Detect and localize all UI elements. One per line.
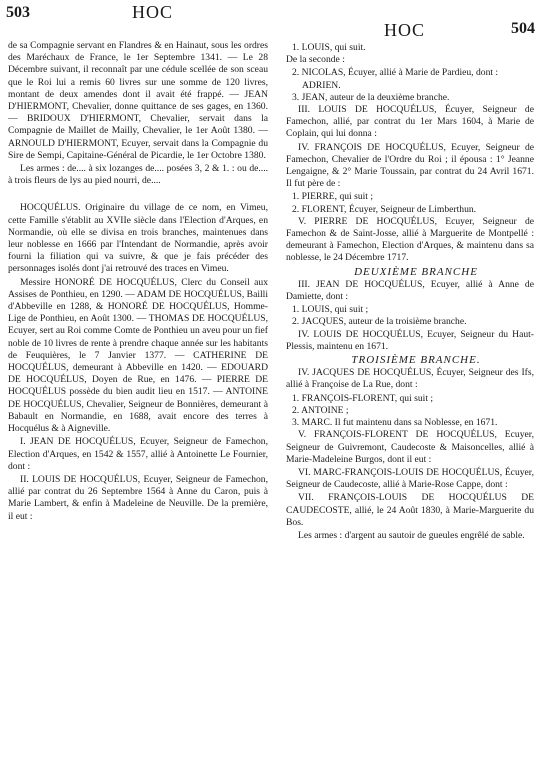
left-column	[8, 40, 268, 524]
paragraph-hiermont-continued: de sa Compagnie servant en Flandres & en Hainaut, sous les ordres des Maréchaux de France, le 1er Septembre 1341. — Le 28 Décembre suivant, il reconnaît par une cédule scellée de son sceau que le Roi lui a remis 60 livres sur une somme de 120 livres, montant de deux amendes dont il avait été frappé. — JEAN D'HIERMONT, Chevalier, donne quittance de ses gages, en 1360. — BRIDOUX D'HIERMONT, Chevalier, servait dans la Compagnie de Maillet de Mailly, Chevalier, le 1er Août 1380. — ARNOULD D'HIERMONT, Ecuyer, servait dans la Compagnie du Sire de Sempi, Capitaine-Général de Picardie, le 1er Octobre 1380.	[8, 40, 268, 161]
child-louis: 1. LOUIS, qui suit.	[292, 42, 366, 53]
page-header	[0, 2, 543, 42]
child-nicolas: 2. NICOLAS, Écuyer, allié à Marie de Pardieu, dont :	[292, 67, 499, 79]
left-running-head: HOC	[132, 2, 174, 22]
generation-iv-francois: IV. FRANÇOIS DE HOCQUÉLUS, Ecuyer, Seigneur de Famechon, Chevalier de l'Ordre du Roi ; il épousa : 1° Jeanne Lengaigne, & 2° Marie Toussain, par contrat du 24 Avril 1671. Il fut père de :	[286, 141, 534, 190]
entry-hocquelus-intro: HOCQUÉLUS. Originaire du village de ce nom, en Vimeu, cette Famille s'établit au XVIIe siècle dans l'Election d'Arques, en Normandie, où elle se divisa en trois branches, maintenues dans leur noblesse en 1666 par l'Intendant de Normandie, après avoir fourni la filiation qui va suivre, & que je fais précéder des personnages isolés dont j'ai retrouvé des traces en Vimeu.	[8, 202, 268, 275]
right-column	[286, 42, 534, 543]
paragraph-isolated-persons: Messire HONORÉ DE HOCQUÉLUS, Clerc du Conseil aux Assises de Ponthieu, en 1290. — ADAM DE HOCQUÉLUS, Bailli d'Abbeville en 1288, & HONORÉ DE HOCQUÉLUS, Homme-Lige de Ponthieu, en Août 1300. — THOMAS DE HOCQUÉLUS, Ecuyer, sert au Roi comme Comte de Ponthieu un aveu pour un fief noble de 10 livres de rente à prendre chaque année sur les habitants de Feuquières, le 7 Janvier 1377. — CATHERINE DE HOCQUÉLUS, demeurant à Abbeville en 1420. — EDOUARD DE HOCQUÉLUS, Doyen de Rue, en 1476. — PIERRE DE HOCQUÉLUS possède du bien audit lieu en 1517. — ANTOINE DE HOCQUÉLUS, Chevalier, Seigneur de Bonnières, demeurant à Babault en Normandie, en 1688, avait encore des terres à Hocquélus & à Aigneville.	[8, 276, 268, 435]
second-marriage-label: De la seconde :	[286, 54, 345, 66]
generation-v-pierre: V. PIERRE DE HOCQUÉLUS, Ecuyer, Seigneur de Famechon & de Saint-Josse, allié à Marguerite de Montpellé : demeurant à Famechon, Election d'Arques, & maintenu dans sa noblesse, le 24 Décembre 1717.	[286, 215, 534, 264]
branch3-child-marc: 3. MARC. Il fut maintenu dans sa Noblesse, en 1671.	[292, 417, 498, 429]
right-running-head: HOC	[384, 20, 426, 40]
right-page-number: 504	[511, 20, 535, 37]
arms-hocquelus: Les armes : d'argent au sautoir de gueules engrêlé de sable.	[298, 529, 525, 541]
branch2-child-jacques: 2. JACQUES, auteur de la troisième branche.	[292, 316, 467, 328]
child-pierre: 1. PIERRE, qui suit ;	[292, 191, 374, 203]
child-jean: 3. JEAN, auteur de la deuxième branche.	[292, 91, 450, 103]
left-page-number: 503	[6, 4, 30, 21]
branch3-vii-francois-louis: VII. FRANÇOIS-LOUIS DE HOCQUÉLUS DE CAUDECOSTE, allié, le 24 Août 1830, à Marie-Marguerite du Bos.	[286, 492, 534, 528]
branch3-iv-jacques: IV. JACQUES DE HOCQUÉLUS, Écuyer, Seigneur des Ifs, allié à Françoise de La Rue, dont :	[286, 367, 534, 391]
branch2-iv-louis: IV. LOUIS DE HOCQUÉLUS, Ecuyer, Seigneur du Haut-Plessis, maintenu en 1671.	[286, 328, 534, 352]
heading-deuxieme-branche: DEUXIÈME BRANCHE	[354, 265, 478, 278]
heading-troisieme-branche: TROISIÈME BRANCHE.	[351, 354, 481, 367]
grandchild-adrien: ADRIEN.	[302, 79, 341, 91]
branch2-iii-jean: III. JEAN DE HOCQUÉLUS, Ecuyer, allié à Anne de Damiette, dont :	[286, 278, 534, 303]
branch3-child-antoine: 2. ANTOINE ;	[292, 404, 349, 416]
branch3-v-francois-florent: V. FRANÇOIS-FLORENT DE HOCQUÉLUS, Ecuyer, Seigneur de Guivremont, Caudecoste & Maisoncelles, allié à Marie-Madeleine Burgos, dont il eut :	[286, 429, 534, 465]
arms-hiermont: Les armes : de.... à six lozanges de.... posées 3, 2 & 1. : ou de.... à trois fleurs de lys au pied nourri, de....	[8, 163, 268, 187]
branch3-child-francois-florent: 1. FRANÇOIS-FLORENT, qui suit ;	[292, 392, 434, 404]
entry-gap	[8, 188, 268, 202]
branch3-vi-marc-francois-louis: VI. MARC-FRANÇOIS-LOUIS DE HOCQUÉLUS, Écuyer, Seigneur de Caudecoste, allié à Marie-Rose Cappe, dont :	[286, 466, 534, 491]
child-florent: 2. FLORENT, Écuyer, Seigneur de Limberthun.	[292, 203, 477, 215]
generation-i-jean: I. JEAN DE HOCQUÉLUS, Ecuyer, Seigneur de Famechon, Election d'Arques, en 1542 & 1557, allié à Antoinette Le Fournier, dont :	[8, 436, 268, 472]
generation-iii-louis: III. LOUIS DE HOCQUÉLUS, Écuyer, Seigneur de Famechon, allié, par contrat du 1er Mars 1604, à Marie de Coplain, qui lui donna :	[286, 104, 534, 140]
generation-ii-louis: II. LOUIS DE HOCQUÉLUS, Ecuyer, Seigneur de Famechon, allié par contrat du 26 Septembre 1564 à Anne du Caron, puis à Marie Lambert, & enfin à Madeleine de Neuville. De la première, il eut :	[8, 473, 268, 522]
branch2-child-louis: 1. LOUIS, qui suit ;	[292, 304, 369, 316]
